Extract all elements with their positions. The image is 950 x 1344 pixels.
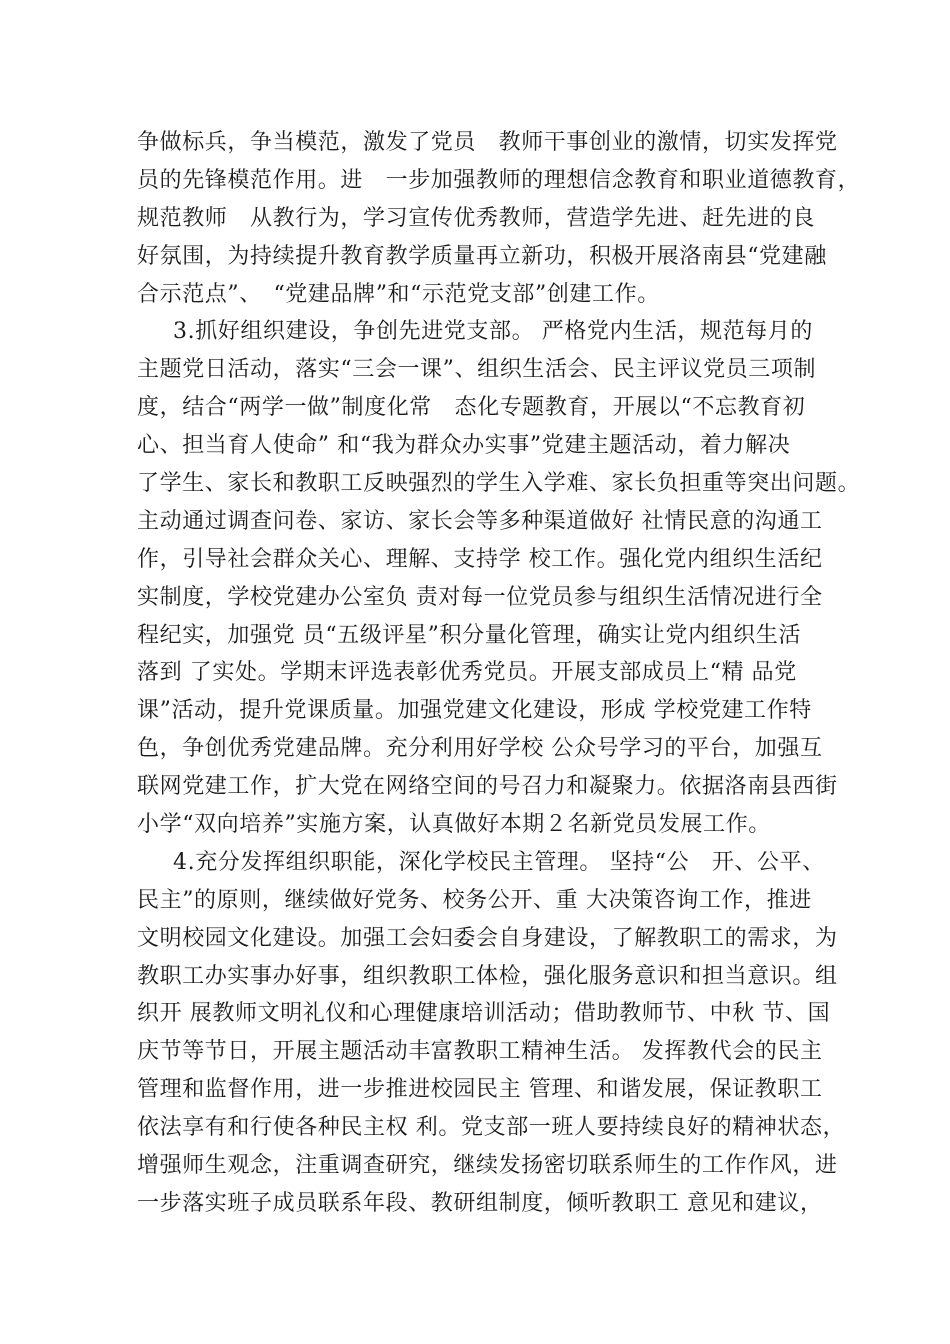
text-line: 度，结合“两学一做”制度化常 态化专题教育，开展以“不忘教育初 [137, 395, 806, 421]
text-line: 了学生、家长和教职工反映强烈的学生入学难、家长负担重等突出问题。 [137, 471, 861, 497]
text-line: 作，引导社会群众关心、理解、支持学 校工作。强化党内组织生活纪 [137, 546, 823, 572]
text-line: 色，争创优秀党建品牌。充分利用好学校 公众号学习的平台，加强互 [137, 736, 823, 762]
text-line: 文明校园文化建设。加强工会妇委会自身建设，了解教职工的需求，为 [137, 925, 838, 951]
text-line: 课”活动，提升党课质量。加强党建文化建设，形成 学校党建工作特 [137, 698, 812, 724]
section-3-heading-line: 3.抓好组织建设，争创先进党支部。 严格党内生活，规范每月的 [173, 319, 813, 345]
text-line: 联网党建工作，扩大党在网络空间的号召力和凝聚力。依据洛南县西街 [137, 774, 838, 800]
text-line: 好氛围，为持续提升教育教学质量再立新功，积极开展洛南县“党建融 [137, 243, 827, 269]
text-line: 民主”的原则，继续做好党务、校务公开、重 大决策咨询工作，推进 [137, 887, 812, 913]
text-line: 心、担当育人使命” 和“我为群众办实事”党建主题活动，着力解决 [137, 433, 791, 459]
text-line: 实制度，学校党建办公室负 责对每一位党员参与组织生活情况进行全 [137, 584, 823, 610]
body-text [137, 124, 861, 1223]
text-line: 织开 展教师文明礼仪和心理健康培训活动；借助教师节、中秋 节、国 [137, 1001, 831, 1027]
text-line: 规范教师 从教行为，学习宣传优秀教师，营造学先进、赶先进的良 [137, 205, 816, 231]
text-line: 主题党日活动，落实“三会一课”、组织生活会、民主评议党员三项制 [137, 357, 817, 383]
text-line: 员的先锋模范作用。进 一步加强教师的理想信念教育和职业道德教育， [137, 167, 861, 193]
text-line: 增强师生观念，注重调查研究，继续发扬密切联系师生的工作作风，进 [137, 1153, 838, 1179]
text-line: 庆节等节日，开展主题活动丰富教职工精神生活。 发挥教代会的民主 [137, 1039, 823, 1065]
text-line: 争做标兵，争当模范，激发了党员 教师干事创业的激情，切实发挥党 [137, 130, 838, 155]
text-line: 一步落实班子成员联系年段、教研组制度，倾听教职工 意见和建议， [137, 1190, 823, 1216]
text-line: 合示范点”、 “党建品牌”和“示范党支部”创建工作。 [137, 281, 660, 307]
text-line: 主动通过调查问卷、家访、家长会等多种渠道做好 社情民意的沟通工 [137, 508, 823, 534]
text-line: 依法享有和行使各种民主权 利。党支部一班人要持续良好的精神状态， [137, 1115, 846, 1141]
text-line: 落到 了实处。学期末评选表彰优秀党员。开展支部成员上“精 品党 [137, 660, 797, 686]
text-line: 教职工办实事办好事，组织教职工体检，强化服务意识和担当意识。组 [137, 963, 838, 989]
section-4-heading-line: 4.充分发挥组织职能，深化学校民主管理。 坚持“公 开、公平、 [173, 849, 825, 875]
text-line: 管理和监督作用，进一步推进校园民主 管理、和谐发展，保证教职工 [137, 1077, 823, 1103]
text-line: 小学“双向培养”实施方案，认真做好本期２名新党员发展工作。 [137, 812, 771, 838]
text-line: 程纪实，加强党 员“五级评星”积分量化管理，确实让党内组织生活 [137, 622, 802, 648]
